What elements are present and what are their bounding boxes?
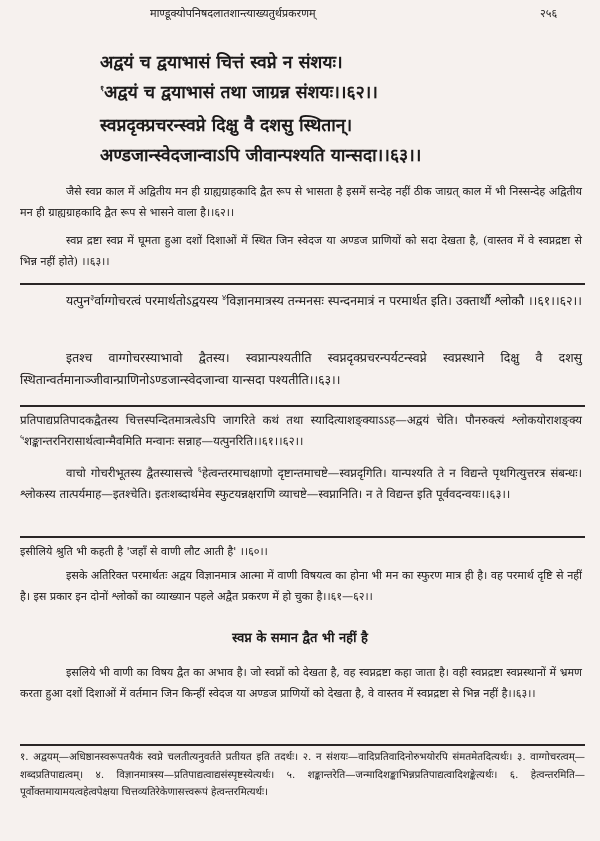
section-heading: स्वप्न के समान द्वैत भी नहीं है — [232, 631, 368, 646]
verse-line-1: अद्वयं च द्वयाभासं चित्तं स्वप्ने न संशयः। — [100, 53, 343, 73]
tika-paragraph-2: वाचो गोचरीभूतस्य द्वैतस्यासत्त्वे $^६$हेत्वन्तरमाचक्षाणो दृष्टान्तमाचष्टे—स्वप्नदृगिति। यान्पश्यति ते न विद्यन्ते पृथगित्युत्तरत्र संबन्धः। श्लोकस्य तात्पर्यमाह—इतश्चेति। इतःशब्दार्थमेव स्फुटयन्नक्षराणि व्याचष्टे—स्वप्नानिति। न ते विद्यन्त इति पूर्ववदन्वयः।।६३।। — [20, 465, 582, 501]
section-divider — [20, 283, 585, 285]
translation-paragraph-2: स्वप्न द्रष्टा स्वप्न में घूमता हुआ दशों दिशाओं में स्थित जिन स्वेदज या अण्डज प्राणियों को सदा देखता है, (वास्तव में वे स्वप्नद्रष्टा से भिन्न नहीं होते) ।।६३।। — [20, 234, 582, 268]
verse-line-4: अण्डजान्स्वेदजान्वाऽपि जीवान्पश्यति यान्सदा।।६३।। — [100, 146, 422, 166]
bhashya-paragraph-2: इतश्च वाग्गोचरस्याभावो द्वैतस्य। स्वप्नान्पश्यतीति स्वप्नदृक्प्रचरन्पर्यटन्स्वप्ने स्वप्नस्थाने दिक्षु वै दशसु स्थितान्वर्तमानाञ्जीवान्प्राणिनोऽण्डजान्स्वेदजान्वा यान्सदा पश्यतीति।।६३।। — [20, 350, 582, 387]
running-title: माण्डूक्योपनिषदलातशान्त्याख्यतुर्थप्रकरणम् — [150, 7, 316, 20]
bhashya-paragraph-1: यत्पुन$^३$र्वाग्गोचरत्वं परमार्थतोऽद्वयस्य $^४$विज्ञानमात्रस्य तन्मनसः स्पन्दनमात्रं न परमार्थत इति। उक्तार्थौ श्लोकौ ।।६१।।६२।। — [66, 292, 582, 308]
commentary-paragraph-1: इसीलिये श्रुति भी कहती है 'जहाँ से वाणी लौट आती है' ।।६०।। — [20, 545, 268, 558]
page-number: २५६ — [540, 7, 558, 20]
section-divider — [20, 405, 585, 407]
verse-line-2: $^१$अद्वयं च द्वयाभासं तथा जाग्रन्न संशयः।।६२।। — [100, 83, 378, 103]
footnote-divider — [20, 744, 585, 746]
commentary-paragraph-3: इसलिये भी वाणी का विषय द्वैत का अभाव है। जो स्वप्नों को देखता है, वह स्वप्नद्रष्टा कहा जाता है। वही स्वप्नद्रष्टा स्वप्नस्थानों में भ्रमण करता हुआ दशों दिशाओं में वर्तमान जिन किन्हीं स्वेदज या अण्डज प्राणियों को देखता है, वे वास्तव में स्वप्नद्रष्टा से भिन्न नहीं है।।६३।। — [20, 666, 582, 700]
tika-paragraph-1: प्रतिपाद्यप्रतिपादकद्वैतस्य चित्तस्पन्दितमात्रत्वेऽपि जागरिते कथं तथा स्यादित्याशङ्क्याऽऽह—अद्वयं चेति। पौनरुक्त्यं श्लोकयोराशङ्क्य $^५$शङ्कान्तरनिरासार्थत्वान्मैवमिति मन्वानः सन्नाह—यत्पुनरिति।।६१।।६२।। — [20, 413, 582, 448]
section-divider — [20, 536, 585, 538]
footnote-marker: ५ — [20, 433, 25, 443]
translation-paragraph-1: जैसे स्वप्न काल में अद्वितीय मन ही ग्राह्यग्राहकादि द्वैत रूप से भासता है इसमें सन्देह नहीं ठीक जाग्रत् काल में भी निस्सन्देह अद्वितीय मन ही ग्राह्यग्राहकादि द्वैत रूप से भासने वाला है।।६२।। — [20, 185, 582, 219]
verse-line-3: स्वप्नदृक्प्रचरन्स्वप्ने दिक्षु वै दशसु स्थितान्। — [100, 116, 353, 136]
footnote-marker: १ — [100, 83, 105, 94]
commentary-paragraph-2: इसके अतिरिक्त परमार्थतः अद्वय विज्ञानमात्र आत्मा में वाणी विषयत्व का होना भी मन का स्फुरण मात्र ही है। वह परमार्थ दृष्टि से नहीं है। इस प्रकार इन दोनों श्लोकों का व्याख्यान पहले अद्वैत प्रकरण में हो चुका है।।६१—६२।। — [20, 569, 582, 603]
footnote-marker: ३ — [90, 292, 95, 302]
running-header — [0, 4, 600, 22]
footnote-marker: ४ — [222, 292, 227, 302]
footnotes: १. अद्वयम्—अधिष्ठानस्वरूपतयैकं स्वप्ने चलतीत्यनुवर्तते प्रतीयत इति तदर्थः। २. न संशयः—वादिप्रतिवादिनोरुभयोरपि संमतमेतदित्यर्थः। ३. वाग्गोचरत्वम्—शब्दप्रतिपाद्यत्वम्। ४. विज्ञानमात्रस्य—प्रतिपाद्यत्वाद्यसंस्पृष्टस्येत्यर्थः। ५. शङ्कान्तरेति—जन्मादिशङ्काभिन्नप्रतिपाद्यत्वादिशङ्केत्यर्थः। ६. हेत्वन्तरमिति—पूर्वोक्तमायामयत्वहेत्वपेक्षया चित्तव्यतिरेकेणासत्त्वरूपं हेत्वन्तरमित्यर्थः। — [20, 752, 585, 798]
footnote-marker: ६ — [197, 465, 202, 475]
